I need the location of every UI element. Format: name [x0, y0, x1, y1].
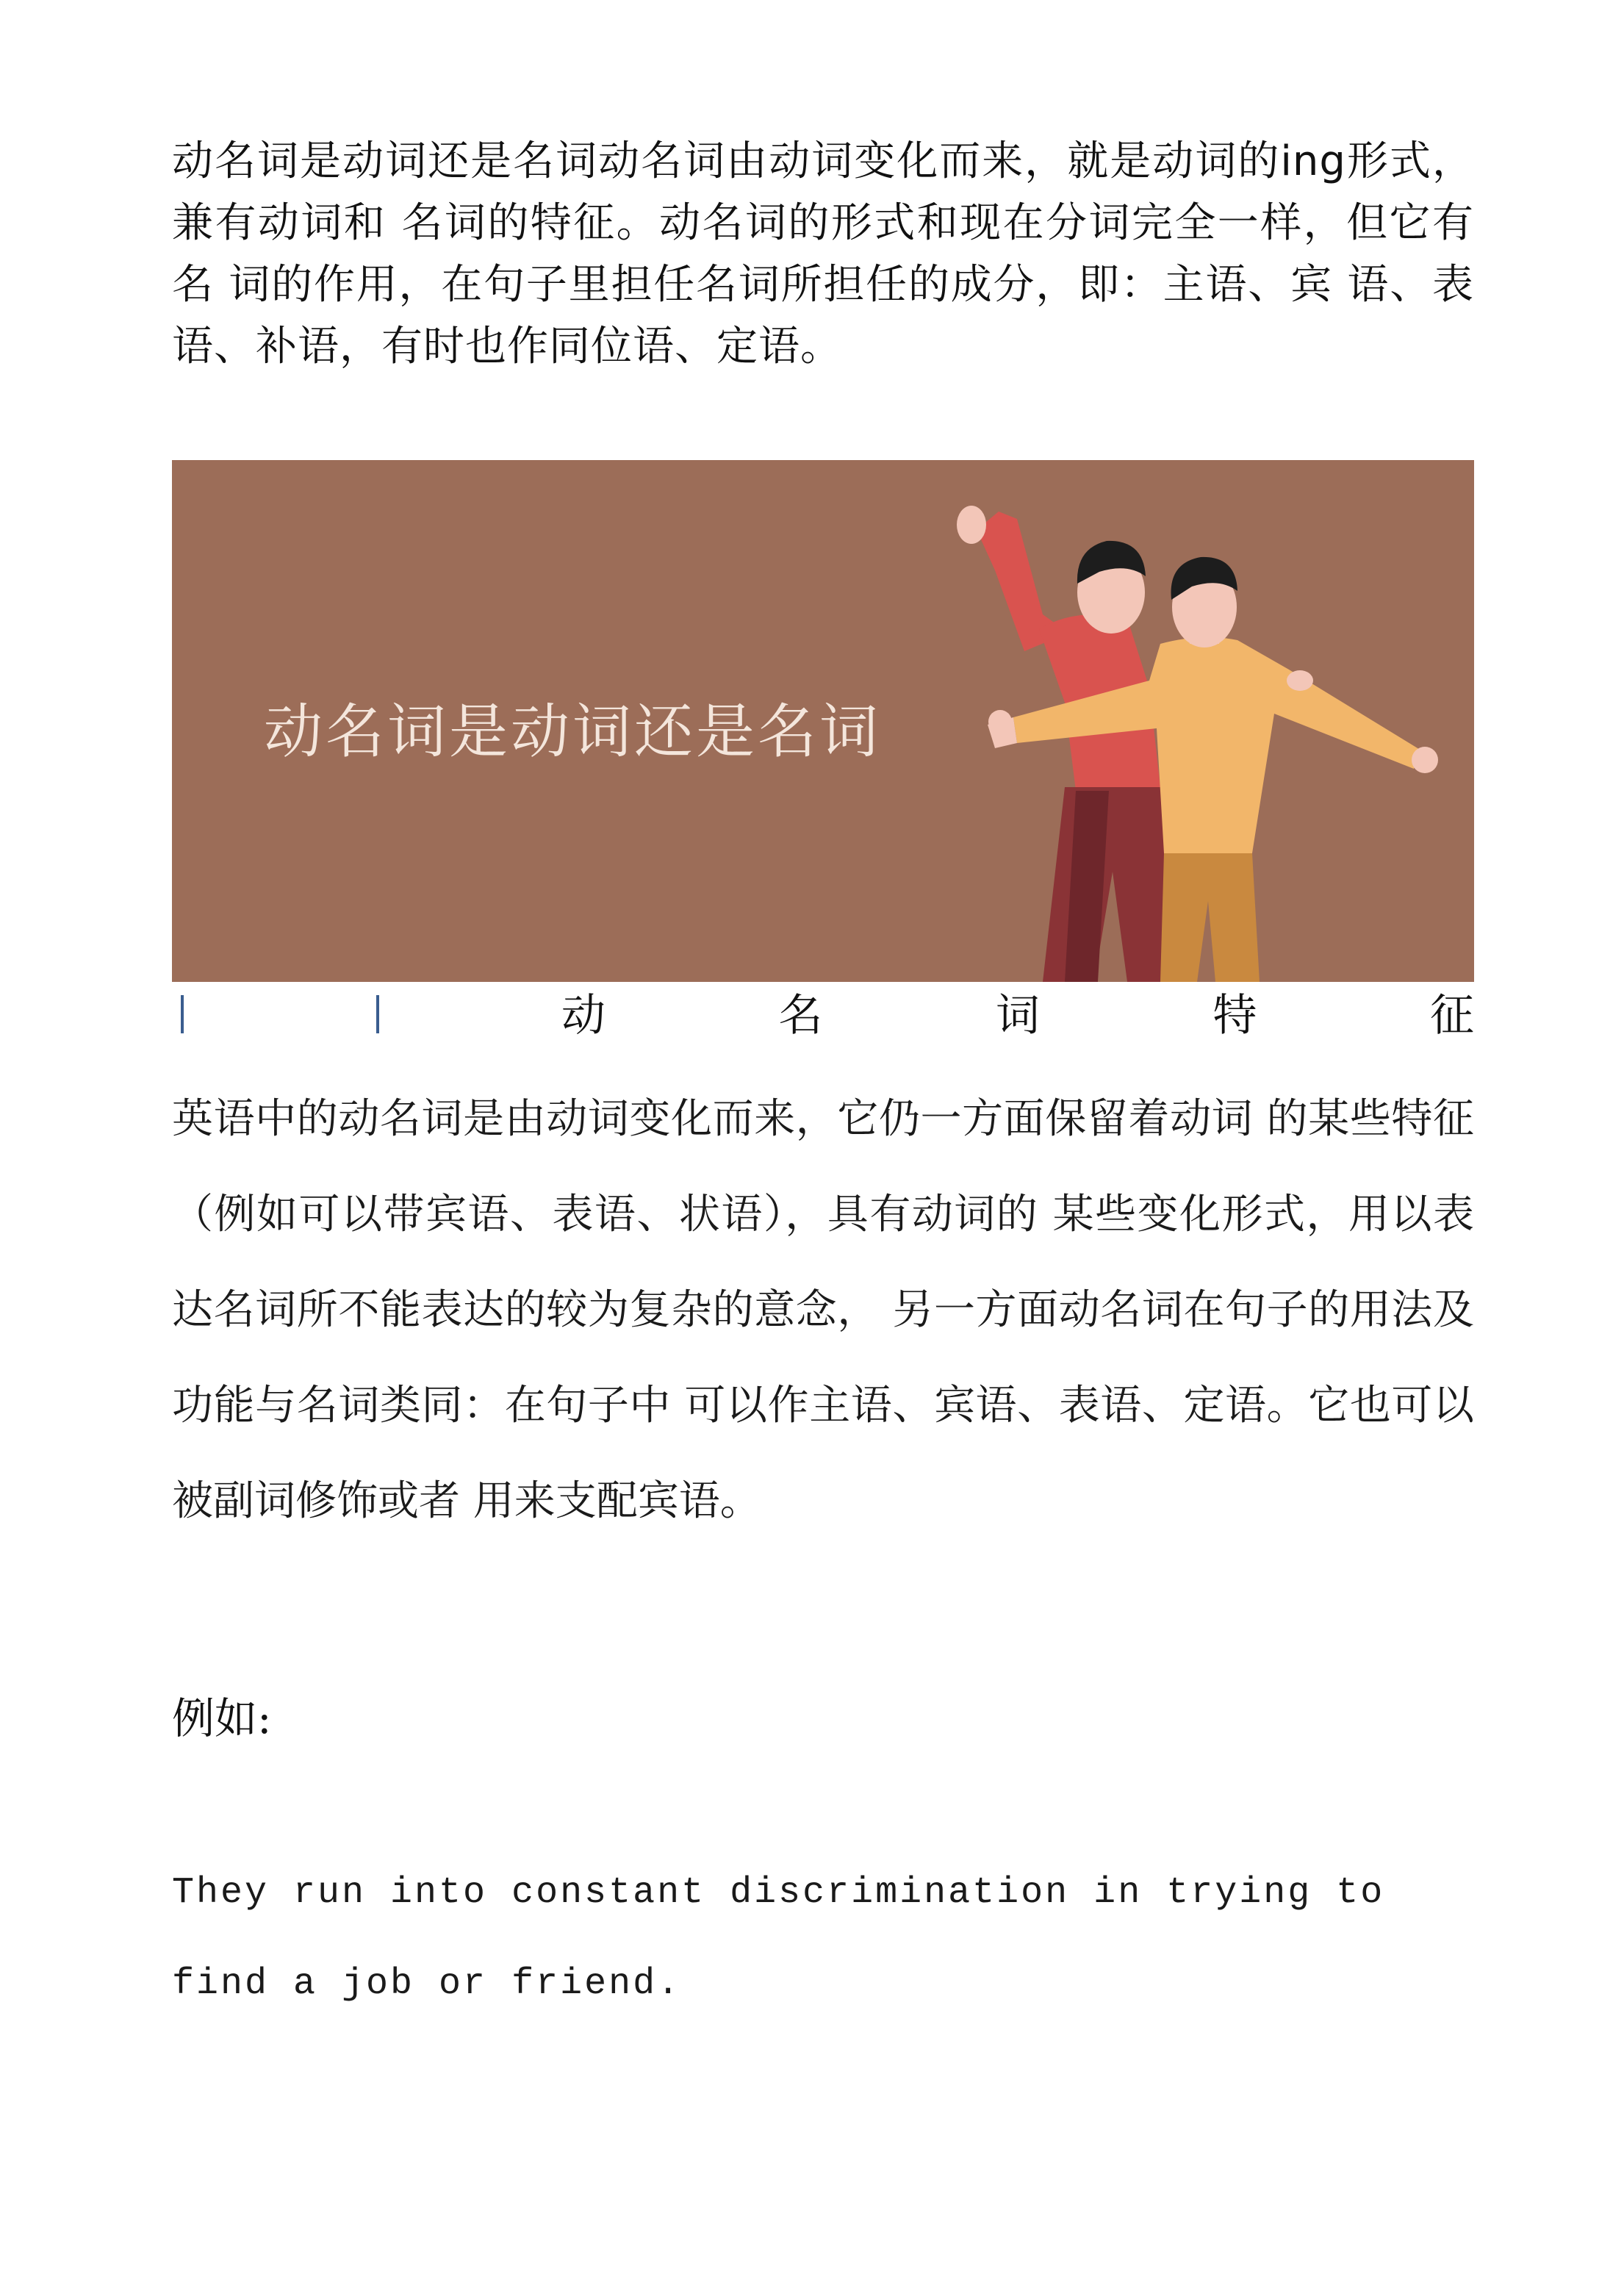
banner-title: 动名词是动词还是名词 [264, 697, 881, 766]
heading-bar-left [181, 995, 184, 1033]
heading-char: 名 [778, 990, 823, 1041]
heading-char: 动 [561, 990, 606, 1041]
banner-image [172, 460, 1474, 982]
body-paragraph: 英语中的动名词是由动词变化而来，它仍一方面保留着动词 的某些特征（例如可以带宾语、表语、状语），具有动词的 某些变化形式，用以表达名词所不能表达的较为复杂的意念， 另一方面动名词在句子的用法及功能与名词类同：在句子中 可以作主语、宾语、表语、定语。它也可以被副词修饰或者 用来支配宾语。 [172, 1095, 1474, 1525]
heading-bar-right [376, 995, 379, 1033]
section-heading [172, 988, 1474, 1044]
example-label: 例如: [172, 1693, 272, 1743]
intro-paragraph: 动名词是动词还是名词动名词由动词变化而来，就是动词的ing形式，兼有动词和 名词的特征。动名词的形式和现在分词完全一样，但它有名 词的作用，在句子里担任名词所担任的成分，即：主语、宾 语、表语、补语，有时也作同位语、定语。 [172, 137, 1474, 370]
heading-title [561, 988, 1474, 1044]
heading-char: 词 [996, 990, 1040, 1041]
example-sentence: They run into constant discrimination in trying to find a job or friend. [172, 1872, 1385, 2005]
heading-char: 征 [1430, 990, 1474, 1041]
heading-char: 特 [1212, 990, 1257, 1041]
